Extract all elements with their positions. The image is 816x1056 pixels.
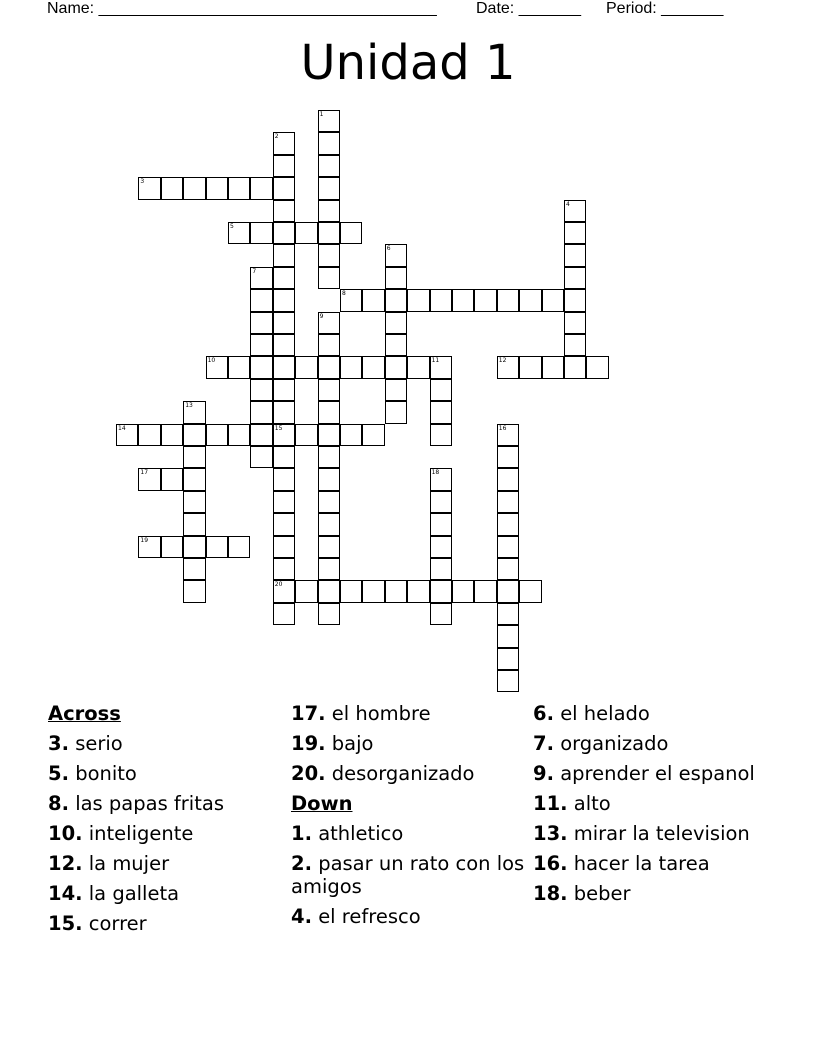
crossword-cell[interactable] (273, 155, 295, 177)
crossword-cell[interactable] (407, 289, 429, 311)
crossword-cell[interactable] (318, 446, 340, 468)
crossword-cell[interactable] (273, 536, 295, 558)
crossword-cell[interactable] (250, 267, 272, 289)
crossword-cell[interactable] (362, 424, 384, 446)
crossword-cell[interactable] (161, 424, 183, 446)
crossword-cell[interactable] (228, 356, 250, 378)
cell-number: 19 (140, 536, 149, 544)
clue-down-9: 9. aprender el espanol (533, 762, 755, 785)
crossword-cell[interactable] (430, 558, 452, 580)
crossword-cell[interactable] (183, 446, 205, 468)
crossword-cell[interactable] (318, 110, 340, 132)
crossword-cell[interactable] (340, 424, 362, 446)
crossword-cell[interactable] (340, 222, 362, 244)
crossword-cell[interactable] (250, 379, 272, 401)
crossword-cell[interactable] (273, 513, 295, 535)
cell-number: 14 (118, 424, 126, 432)
crossword-cell[interactable] (519, 289, 541, 311)
crossword-cell[interactable] (407, 356, 429, 378)
clue-column-2 (291, 702, 526, 935)
crossword-cell[interactable] (273, 491, 295, 513)
crossword-cell[interactable] (183, 558, 205, 580)
crossword-cell[interactable] (340, 289, 362, 311)
down-heading: Down (291, 792, 353, 815)
crossword-cell[interactable] (340, 356, 362, 378)
crossword-cell[interactable] (273, 401, 295, 423)
crossword-cell[interactable] (542, 289, 564, 311)
crossword-cell[interactable] (519, 356, 541, 378)
crossword-cell[interactable] (497, 513, 519, 535)
crossword-cell[interactable] (318, 177, 340, 199)
crossword-cell[interactable] (564, 356, 586, 378)
clue-down-13: 13. mirar la television (533, 822, 750, 845)
crossword-cell[interactable] (497, 625, 519, 647)
crossword-cell[interactable] (362, 289, 384, 311)
clue-across-3: 3. serio (48, 732, 123, 755)
crossword-cell[interactable] (385, 334, 407, 356)
page-title: Unidad 1 (300, 35, 516, 91)
cell-number: 12 (498, 357, 507, 365)
cell-number: 6 (386, 245, 391, 253)
crossword-cell[interactable] (138, 536, 160, 558)
crossword-cell[interactable] (138, 424, 160, 446)
crossword-cell[interactable] (318, 536, 340, 558)
clue-down-6: 6. el helado (533, 702, 650, 725)
crossword-cell[interactable] (250, 222, 272, 244)
crossword-cell[interactable] (116, 424, 138, 446)
crossword-cell[interactable] (497, 670, 519, 692)
crossword-cell[interactable] (385, 401, 407, 423)
crossword-cell[interactable] (273, 603, 295, 625)
crossword-cell[interactable] (273, 132, 295, 154)
clue-across-5: 5. bonito (48, 762, 137, 785)
crossword-cell[interactable] (430, 536, 452, 558)
crossword-cell[interactable] (452, 580, 474, 602)
crossword-cell[interactable] (295, 222, 317, 244)
crossword-cell[interactable] (318, 468, 340, 490)
period-field-label: Period: _______ (606, 0, 724, 17)
cell-number: 5 (230, 223, 234, 230)
date-field-label: Date: _______ (476, 0, 581, 17)
crossword-cell[interactable] (183, 401, 205, 423)
crossword-cell[interactable] (273, 379, 295, 401)
crossword-cell[interactable] (430, 513, 452, 535)
crossword-cell[interactable] (273, 580, 295, 602)
crossword-cell[interactable] (430, 356, 452, 378)
crossword-cell[interactable] (318, 132, 340, 154)
clue-across-17: 17. el hombre (291, 702, 431, 725)
crossword-cell[interactable] (318, 491, 340, 513)
crossword-cell[interactable] (295, 580, 317, 602)
crossword-cell[interactable] (318, 222, 340, 244)
crossword-cell[interactable] (430, 491, 452, 513)
cell-number: 13 (185, 402, 193, 410)
crossword-cell[interactable] (385, 379, 407, 401)
crossword-cell[interactable] (497, 446, 519, 468)
cell-number: 4 (566, 200, 570, 208)
cell-number: 1 (319, 111, 324, 118)
crossword-cell[interactable] (206, 536, 228, 558)
crossword-cell[interactable] (497, 468, 519, 490)
crossword-cell[interactable] (273, 267, 295, 289)
cell-number: 20 (274, 581, 283, 589)
cell-number: 11 (431, 357, 440, 365)
crossword-cell[interactable] (273, 200, 295, 222)
crossword-cell[interactable] (318, 379, 340, 401)
cell-number: 8 (342, 290, 346, 298)
clue-down-4: 4. el refresco (291, 905, 421, 928)
cell-number: 7 (252, 267, 257, 275)
clue-column-3 (533, 702, 773, 912)
crossword-cell[interactable] (318, 267, 340, 289)
crossword-cell[interactable] (183, 513, 205, 535)
crossword-cell[interactable] (183, 580, 205, 602)
cell-number: 17 (140, 469, 149, 477)
crossword-cell[interactable] (497, 536, 519, 558)
crossword-cell[interactable] (273, 446, 295, 468)
crossword-cell[interactable] (542, 356, 564, 378)
crossword-cell[interactable] (564, 244, 586, 266)
name-field-label: Name: ______________________________________ (47, 0, 437, 17)
crossword-cell[interactable] (318, 200, 340, 222)
crossword-cell[interactable] (273, 356, 295, 378)
crossword-cell[interactable] (250, 312, 272, 334)
crossword-cell[interactable] (206, 356, 228, 378)
clue-down-7: 7. organizado (533, 732, 669, 755)
crossword-cell[interactable] (318, 401, 340, 423)
crossword-cell[interactable] (497, 356, 519, 378)
crossword-cell[interactable] (385, 289, 407, 311)
crossword-cell[interactable] (273, 244, 295, 266)
cell-number: 18 (431, 469, 440, 477)
crossword-cell[interactable] (161, 536, 183, 558)
crossword-cell[interactable] (250, 177, 272, 199)
crossword-cell[interactable] (206, 177, 228, 199)
crossword-cell[interactable] (250, 401, 272, 423)
crossword-cell[interactable] (430, 289, 452, 311)
cell-number: 9 (319, 312, 324, 320)
crossword-cell[interactable] (250, 356, 272, 378)
crossword-cell[interactable] (497, 648, 519, 670)
cell-number: 15 (274, 424, 283, 432)
crossword-cell[interactable] (183, 491, 205, 513)
crossword-cell[interactable] (228, 222, 250, 244)
crossword-cell[interactable] (474, 580, 496, 602)
crossword-cell[interactable] (138, 177, 160, 199)
crossword-cell[interactable] (228, 536, 250, 558)
crossword-cell[interactable] (564, 200, 586, 222)
clue-across-15: 15. correr (48, 912, 147, 935)
crossword-cell[interactable] (564, 289, 586, 311)
crossword-cell[interactable] (228, 424, 250, 446)
crossword-cell[interactable] (161, 468, 183, 490)
crossword-cell[interactable] (318, 334, 340, 356)
clue-down-1: 1. athletico (291, 822, 404, 845)
crossword-cell[interactable] (318, 603, 340, 625)
crossword-cell[interactable] (430, 379, 452, 401)
clue-column-1 (48, 702, 278, 942)
crossword-cell[interactable] (273, 468, 295, 490)
cell-number: 3 (140, 178, 145, 186)
crossword-cell[interactable] (161, 177, 183, 199)
crossword-cell[interactable] (250, 289, 272, 311)
clue-across-8: 8. las papas fritas (48, 792, 224, 815)
crossword-cell[interactable] (295, 424, 317, 446)
crossword-cell[interactable] (318, 558, 340, 580)
clue-down-11: 11. alto (533, 792, 611, 815)
clue-down-16: 16. hacer la tarea (533, 852, 710, 875)
crossword-cell[interactable] (385, 267, 407, 289)
crossword-cell[interactable] (430, 401, 452, 423)
crossword-cell[interactable] (318, 244, 340, 266)
clue-across-12: 12. la mujer (48, 852, 170, 875)
crossword-cell[interactable] (407, 580, 429, 602)
crossword-cell[interactable] (250, 446, 272, 468)
crossword-cell[interactable] (430, 580, 452, 602)
crossword-cell[interactable] (474, 289, 496, 311)
crossword-cell[interactable] (273, 177, 295, 199)
cell-number: 16 (498, 424, 507, 432)
crossword-cell[interactable] (430, 603, 452, 625)
crossword-cell[interactable] (318, 312, 340, 334)
clue-across-14: 14. la galleta (48, 882, 180, 905)
crossword-cell[interactable] (183, 468, 205, 490)
across-heading: Across (48, 702, 121, 725)
crossword-cell[interactable] (497, 289, 519, 311)
crossword-cell[interactable] (273, 558, 295, 580)
crossword-cell[interactable] (206, 424, 228, 446)
clue-across-10: 10. inteligente (48, 822, 194, 845)
crossword-cell[interactable] (318, 356, 340, 378)
crossword-cell[interactable] (564, 222, 586, 244)
crossword-cell[interactable] (228, 177, 250, 199)
crossword-cell[interactable] (430, 468, 452, 490)
crossword-cell[interactable] (497, 603, 519, 625)
clue-across-20: 20. desorganizado (291, 762, 475, 785)
crossword-cell[interactable] (385, 244, 407, 266)
clue-down-18: 18. beber (533, 882, 631, 905)
crossword-cell[interactable] (318, 580, 340, 602)
crossword-cell[interactable] (385, 580, 407, 602)
crossword-cell[interactable] (318, 513, 340, 535)
crossword-cell[interactable] (183, 536, 205, 558)
crossword-cell[interactable] (564, 267, 586, 289)
crossword-cell[interactable] (519, 580, 541, 602)
cell-number: 2 (274, 133, 279, 141)
crossword-cell[interactable] (362, 580, 384, 602)
crossword-cell[interactable] (340, 580, 362, 602)
crossword-cell[interactable] (318, 424, 340, 446)
clue-down-2: 2. pasar un rato con los amigos (291, 852, 525, 898)
crossword-cell[interactable] (183, 424, 205, 446)
crossword-cell[interactable] (385, 312, 407, 334)
crossword-cell[interactable] (362, 356, 384, 378)
crossword-cell[interactable] (564, 334, 586, 356)
crossword-cell[interactable] (497, 491, 519, 513)
crossword-cell[interactable] (138, 468, 160, 490)
crossword-cell[interactable] (183, 177, 205, 199)
crossword-cell[interactable] (273, 424, 295, 446)
crossword-cell[interactable] (273, 334, 295, 356)
crossword-cell[interactable] (497, 424, 519, 446)
crossword-cell[interactable] (452, 289, 474, 311)
cell-number: 10 (207, 357, 216, 365)
crossword-cell[interactable] (430, 424, 452, 446)
crossword-cell[interactable] (586, 356, 608, 378)
crossword-cell[interactable] (250, 424, 272, 446)
crossword-cell[interactable] (273, 312, 295, 334)
crossword-cell[interactable] (497, 580, 519, 602)
crossword-cell[interactable] (497, 558, 519, 580)
clue-across-19: 19. bajo (291, 732, 374, 755)
crossword-cell[interactable] (295, 356, 317, 378)
crossword-cell[interactable] (385, 356, 407, 378)
crossword-cell[interactable] (273, 289, 295, 311)
crossword-cell[interactable] (250, 334, 272, 356)
crossword-cell[interactable] (564, 312, 586, 334)
crossword-cell[interactable] (273, 222, 295, 244)
crossword-cell[interactable] (318, 155, 340, 177)
